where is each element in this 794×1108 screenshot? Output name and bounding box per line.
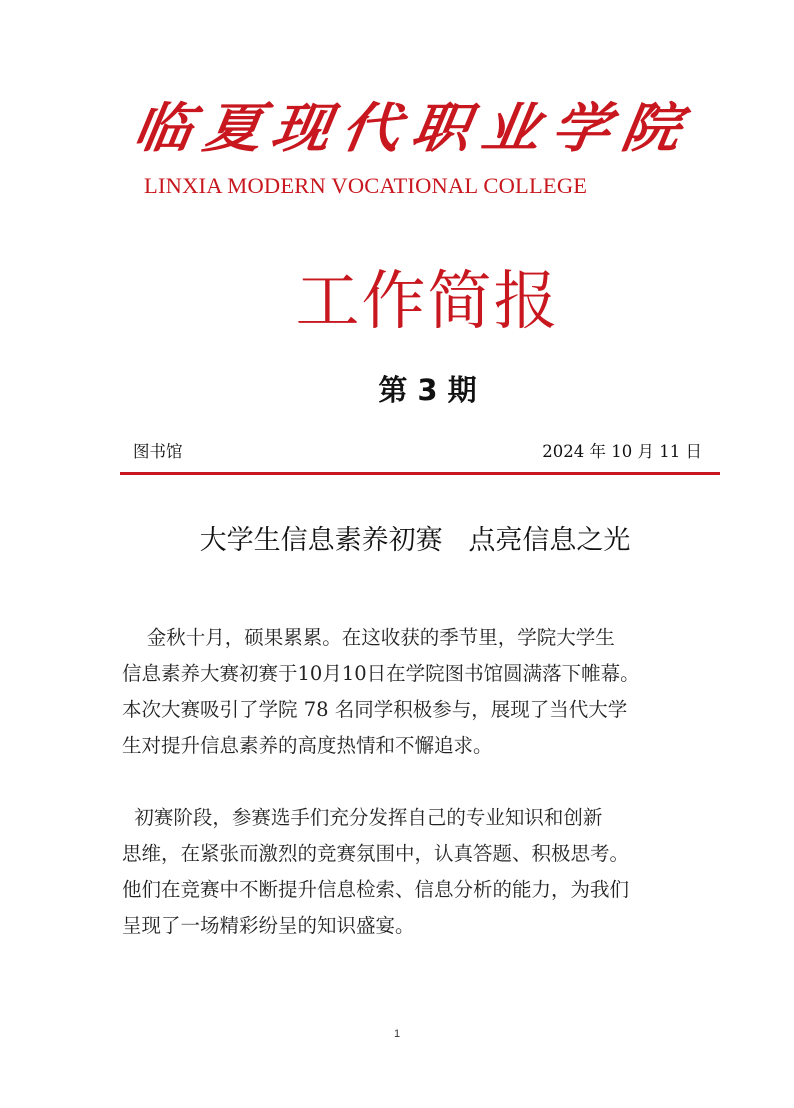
logo-char: 职 bbox=[407, 96, 475, 160]
paragraph-line: 思维，在紧张而激烈的竞赛氛围中，认真答题、积极思考。 bbox=[122, 842, 630, 865]
paragraph-line: 他们在竞赛中不断提升信息检索、信息分析的能力，为我们 bbox=[122, 878, 630, 901]
paragraph-line: 本次大赛吸引了学院 78 名同学积极参与，展现了当代大学 bbox=[122, 698, 628, 721]
logo-char: 业 bbox=[477, 96, 545, 160]
logo-char: 代 bbox=[337, 96, 405, 160]
paragraph-line: 呈现了一场精彩纷呈的知识盛宴。 bbox=[122, 914, 415, 937]
department-label: 图书馆 bbox=[133, 442, 183, 461]
paragraph-line: 金秋十月，硕果累累。在这收获的季节里，学院大学生 bbox=[122, 626, 615, 649]
college-name-calligraphy bbox=[130, 92, 690, 164]
publish-date: 2024 年 10 月 11 日 bbox=[542, 442, 702, 461]
logo-char: 院 bbox=[617, 96, 685, 160]
article-paragraph bbox=[122, 800, 682, 944]
logo-char: 现 bbox=[267, 96, 335, 160]
header-divider bbox=[120, 472, 720, 475]
bulletin-title: 工作简报 bbox=[295, 265, 560, 339]
college-logo bbox=[130, 92, 690, 202]
paragraph-line: 初赛阶段，参赛选手们充分发挥自己的专业知识和创新 bbox=[122, 806, 603, 829]
article-paragraph bbox=[122, 620, 682, 764]
logo-char: 夏 bbox=[199, 96, 267, 160]
issue-number: 第 3 期 bbox=[378, 373, 477, 407]
page-number: 1 bbox=[393, 1028, 401, 1040]
college-name-english: LINXIA MODERN VOCATIONAL COLLEGE bbox=[144, 173, 588, 198]
logo-char: 学 bbox=[547, 96, 615, 160]
article-title: 大学生信息素养初赛 点亮信息之光 bbox=[199, 525, 631, 556]
logo-char: 临 bbox=[129, 96, 197, 160]
paragraph-line: 生对提升信息素养的高度热情和不懈追求。 bbox=[122, 734, 493, 757]
paragraph-line: 信息素养大赛初赛于10月10日在学院图书馆圆满落下帷幕。 bbox=[122, 662, 640, 685]
